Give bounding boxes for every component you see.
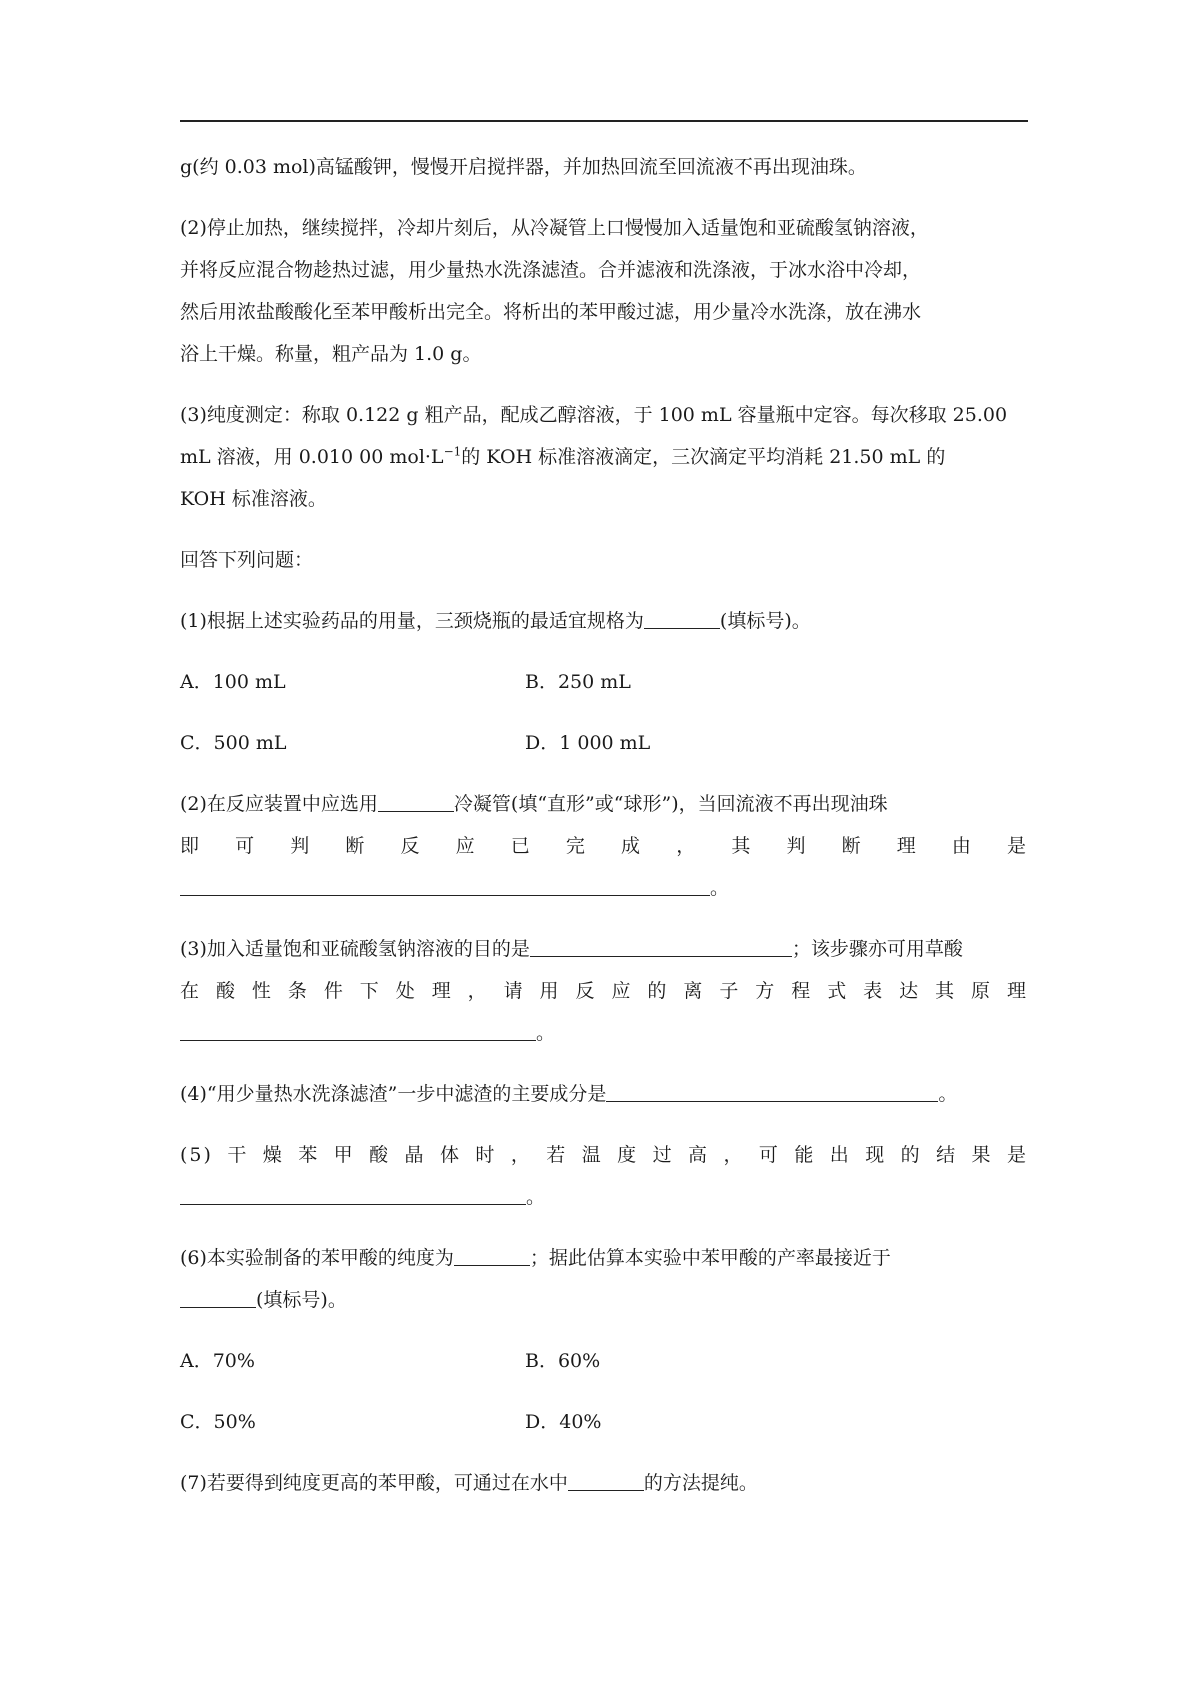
options-row <box>180 661 1028 703</box>
superscript: −1 <box>443 444 462 459</box>
option-a: A．70% <box>180 1350 255 1372</box>
answer-blank <box>530 932 792 957</box>
option-d: D．40% <box>525 1411 602 1433</box>
question-2-line-2: 即可判断反应已完成，其判断理由是 <box>180 835 1028 857</box>
options-row <box>180 722 1028 764</box>
questions-prompt: 回答下列问题： <box>180 549 314 571</box>
answer-blank <box>180 1283 256 1308</box>
option-c: C．50% <box>180 1411 256 1433</box>
answer-blank <box>644 604 720 629</box>
text-line: mL 溶液，用 0.010 00 $mol\cdot L^{-1}$的 KOH 标准溶液滴定，三次滴定平均消耗 21.50 mL 的 <box>180 444 946 468</box>
answer-blank <box>180 871 710 896</box>
answer-blank <box>606 1077 938 1102</box>
text-line: 浴上干燥。称量，粗产品为 1.0 g。 <box>180 343 482 365</box>
question-2-line-3: 。 <box>180 867 1028 909</box>
paragraph-step-3 <box>180 394 1028 520</box>
question-5: (5)干燥苯甲酸晶体时，若温度过高，可能出现的结果是 <box>180 1144 1028 1166</box>
text-line: 然后用浓盐酸酸化至苯甲酸析出完全。将析出的苯甲酸过滤，用少量冷水洗涤，放在沸水 <box>180 301 922 323</box>
question-6: (6)本实验制备的苯甲酸的纯度为 ；据此估算本实验中苯甲酸的产率最接近于 <box>180 1237 1028 1279</box>
question-5-line-2: 。 <box>180 1176 1028 1218</box>
option-a: A．100 mL <box>180 671 286 693</box>
option-b: B．250 mL <box>525 671 631 693</box>
answer-blank <box>378 787 454 812</box>
text-line: KOH 标准溶液。 <box>180 488 327 510</box>
question-6-line-2: (填标号)。 <box>180 1279 1028 1321</box>
text-line: (3)纯度测定：称取 0.122 g 粗产品，配成乙醇溶液，于 100 mL 容量瓶中定容。每次移取 25.00 <box>180 404 1008 426</box>
text-line: 并将反应混合物趁热过滤，用少量热水洗涤滤渣。合并滤液和洗涤液，于冰水浴中冷却， <box>180 259 922 281</box>
answer-blank <box>180 1016 536 1041</box>
question-7: (7)若要得到纯度更高的苯甲酸，可通过在水中 的方法提纯。 <box>180 1462 1028 1504</box>
question-1: (1)根据上述实验药品的用量，三颈烧瓶的最适宜规格为 (填标号)。 <box>180 600 1028 642</box>
text-line: g(约 0.03 mol)高锰酸钾，慢慢开启搅拌器，并加热回流至回流液不再出现油珠。 <box>180 156 867 178</box>
option-b: B．60% <box>525 1350 601 1372</box>
question-3-line-2: 在酸性条件下处理，请用反应的离子方程式表达其原理 <box>180 980 1028 1002</box>
answer-blank <box>180 1180 526 1205</box>
options-row <box>180 1401 1028 1443</box>
question-3: (3)加入适量饱和亚硫酸氢钠溶液的目的是 ；该步骤亦可用草酸 <box>180 928 1028 970</box>
paragraph-step-2 <box>180 207 1028 375</box>
option-d: D．1 000 mL <box>525 732 651 754</box>
text-line: (2)停止加热，继续搅拌，冷却片刻后，从冷凝管上口慢慢加入适量饱和亚硫酸氢钠溶液， <box>180 217 929 239</box>
answer-blank <box>454 1241 530 1266</box>
question-3-line-3: 。 <box>180 1012 1028 1054</box>
options-row <box>180 1340 1028 1382</box>
paragraph-continuation <box>180 146 1028 188</box>
answer-blank <box>568 1466 644 1491</box>
header-rule <box>180 120 1028 122</box>
document-body <box>180 146 1028 1504</box>
option-c: C．500 mL <box>180 732 287 754</box>
question-2: (2)在反应装置中应选用 冷凝管(填“直形”或“球形”)，当回流液不再出现油珠 <box>180 783 1028 825</box>
question-4: (4)“用少量热水洗涤滤渣”一步中滤渣的主要成分是 。 <box>180 1073 1028 1115</box>
